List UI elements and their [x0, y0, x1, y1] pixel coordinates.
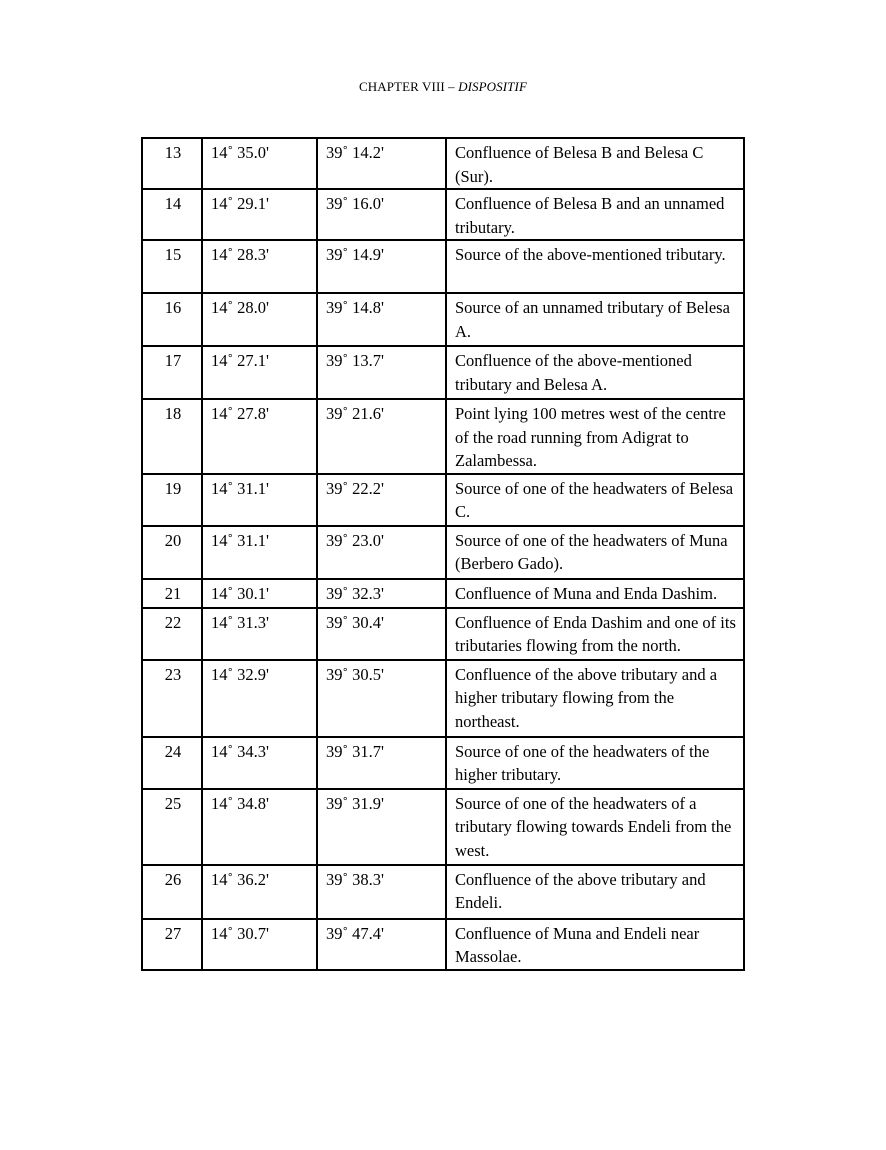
- latitude-cell: 14˚ 31.3': [202, 608, 317, 660]
- description-cell: Source of an unnamed tributary of Belesa A.: [446, 293, 744, 346]
- description-cell: Confluence of the above tributary and a higher tributary flowing from the northeast.: [446, 660, 744, 737]
- table-row: [142, 346, 744, 399]
- point-number-cell: 19: [142, 474, 202, 526]
- table-row: [142, 138, 744, 189]
- point-number-cell: 14: [142, 189, 202, 240]
- description-cell: Source of one of the headwaters of Belesa C.: [446, 474, 744, 526]
- point-number-cell: 13: [142, 138, 202, 189]
- point-number-cell: 15: [142, 240, 202, 293]
- table-row: [142, 737, 744, 789]
- latitude-cell: 14˚ 31.1': [202, 474, 317, 526]
- point-number-cell: 26: [142, 865, 202, 919]
- longitude-cell: 39˚ 30.4': [317, 608, 446, 660]
- latitude-cell: 14˚ 36.2': [202, 865, 317, 919]
- table-row: [142, 399, 744, 474]
- point-number-cell: 24: [142, 737, 202, 789]
- latitude-cell: 14˚ 27.8': [202, 399, 317, 474]
- boundary-points-table: [141, 137, 745, 971]
- description-cell: Source of one of the headwaters of the higher tributary.: [446, 737, 744, 789]
- description-cell: Source of one of the headwaters of Muna (Berbero Gado).: [446, 526, 744, 579]
- latitude-cell: 14˚ 34.3': [202, 737, 317, 789]
- longitude-cell: 39˚ 23.0': [317, 526, 446, 579]
- table-row: [142, 293, 744, 346]
- point-number-cell: 16: [142, 293, 202, 346]
- latitude-cell: 14˚ 30.7': [202, 919, 317, 970]
- table-row: [142, 919, 744, 970]
- point-number-cell: 23: [142, 660, 202, 737]
- description-cell: Confluence of Belesa B and Belesa C (Sur).: [446, 138, 744, 189]
- latitude-cell: 14˚ 34.8': [202, 789, 317, 865]
- table-body: [142, 138, 744, 970]
- page-header: [0, 79, 886, 95]
- latitude-cell: 14˚ 29.1': [202, 189, 317, 240]
- point-number-cell: 20: [142, 526, 202, 579]
- latitude-cell: 14˚ 28.3': [202, 240, 317, 293]
- point-number-cell: 22: [142, 608, 202, 660]
- latitude-cell: 14˚ 35.0': [202, 138, 317, 189]
- longitude-cell: 39˚ 14.9': [317, 240, 446, 293]
- description-cell: Confluence of Belesa B and an unnamed tributary.: [446, 189, 744, 240]
- chapter-label: CHAPTER VIII –: [358, 79, 459, 94]
- longitude-cell: 39˚ 47.4': [317, 919, 446, 970]
- latitude-cell: 14˚ 27.1': [202, 346, 317, 399]
- latitude-cell: 14˚ 30.1': [202, 579, 317, 608]
- latitude-cell: 14˚ 28.0': [202, 293, 317, 346]
- point-number-cell: 18: [142, 399, 202, 474]
- longitude-cell: 39˚ 22.2': [317, 474, 446, 526]
- description-cell: Confluence of the above-mentioned tributary and Belesa A.: [446, 346, 744, 399]
- point-number-cell: 25: [142, 789, 202, 865]
- longitude-cell: 39˚ 38.3': [317, 865, 446, 919]
- table-row: [142, 579, 744, 608]
- longitude-cell: 39˚ 14.8': [317, 293, 446, 346]
- table-row: [142, 189, 744, 240]
- longitude-cell: 39˚ 30.5': [317, 660, 446, 737]
- description-cell: Point lying 100 metres west of the centre of the road running from Adigrat to Zalambessa.: [446, 399, 744, 474]
- table-row: [142, 240, 744, 293]
- longitude-cell: 39˚ 21.6': [317, 399, 446, 474]
- table-row: [142, 660, 744, 737]
- point-number-cell: 27: [142, 919, 202, 970]
- description-cell: Confluence of the above tributary and Endeli.: [446, 865, 744, 919]
- description-cell: Confluence of Enda Dashim and one of its tributaries flowing from the north.: [446, 608, 744, 660]
- latitude-cell: 14˚ 32.9': [202, 660, 317, 737]
- description-cell: Source of one of the headwaters of a tributary flowing towards Endeli from the west.: [446, 789, 744, 865]
- description-cell: Confluence of Muna and Enda Dashim.: [446, 579, 744, 608]
- longitude-cell: 39˚ 16.0': [317, 189, 446, 240]
- description-cell: Confluence of Muna and Endeli near Massolae.: [446, 919, 744, 970]
- longitude-cell: 39˚ 14.2': [317, 138, 446, 189]
- table-row: [142, 526, 744, 579]
- longitude-cell: 39˚ 31.9': [317, 789, 446, 865]
- table-row: [142, 865, 744, 919]
- longitude-cell: 39˚ 31.7': [317, 737, 446, 789]
- longitude-cell: 39˚ 13.7': [317, 346, 446, 399]
- point-number-cell: 17: [142, 346, 202, 399]
- section-label: DISPOSITIF: [458, 79, 527, 94]
- longitude-cell: 39˚ 32.3': [317, 579, 446, 608]
- table-row: [142, 789, 744, 865]
- table-row: [142, 474, 744, 526]
- description-cell: Source of the above-mentioned tributary.: [446, 240, 744, 293]
- latitude-cell: 14˚ 31.1': [202, 526, 317, 579]
- point-number-cell: 21: [142, 579, 202, 608]
- table-row: [142, 608, 744, 660]
